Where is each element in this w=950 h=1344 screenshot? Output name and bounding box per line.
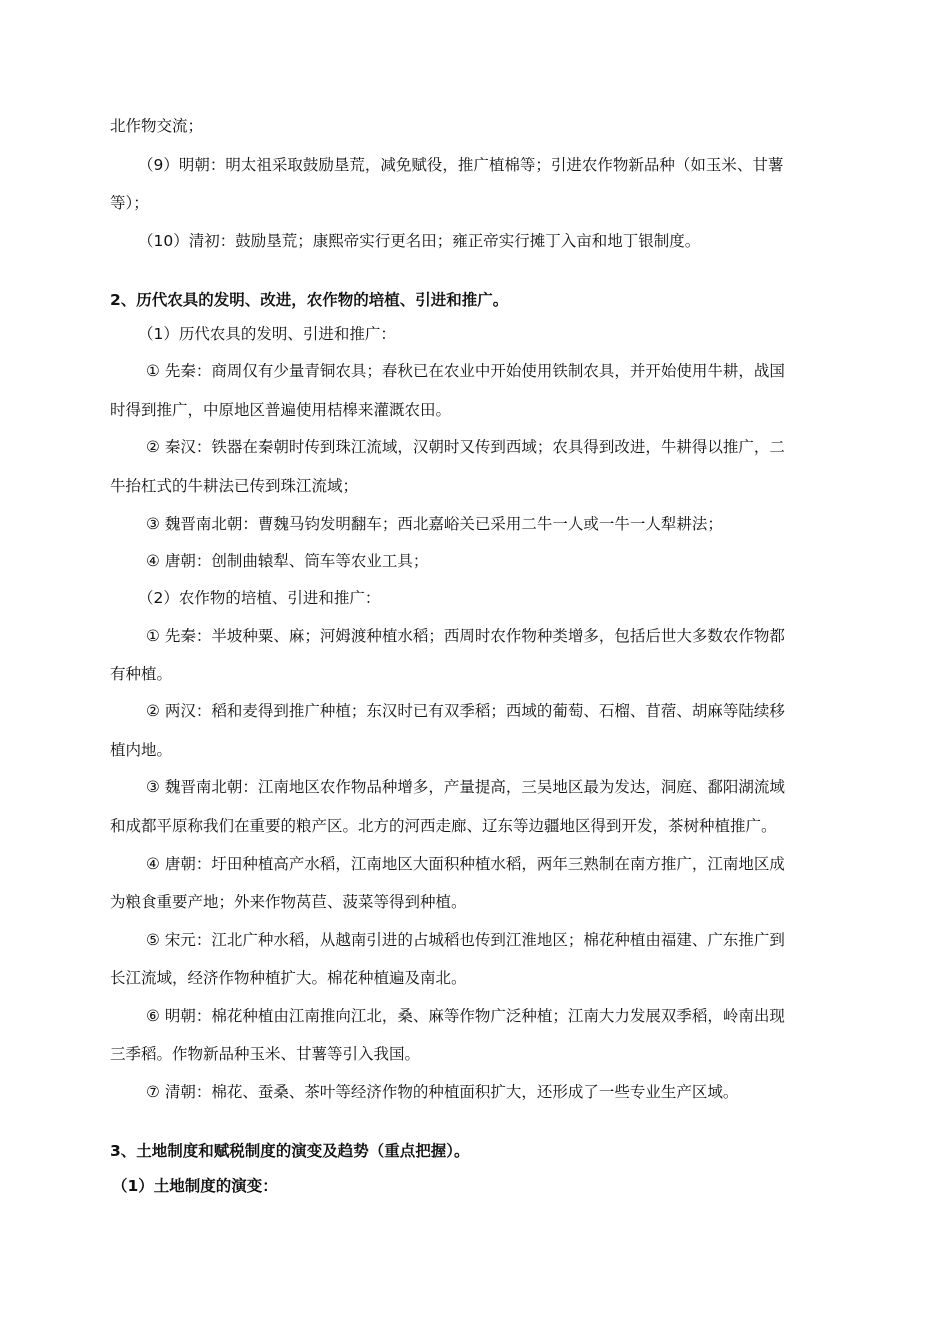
subsection-heading: （1）历代农具的发明、引进和推广： (138, 325, 396, 343)
text-line: ⑥ 明朝：棉花种植由江南推向江北，桑、麻等作物广泛种植；江南大力发展双季稻，岭南出现 (146, 1007, 785, 1025)
text-line: ④ 唐朝：创制曲辕犁、筒车等农业工具； (146, 552, 429, 570)
text-line: 北作物交流； (110, 117, 204, 135)
text-line: ④ 唐朝：圩田种植高产水稻，江南地区大面积种植水稻，两年三熟制在南方推广，江南地区成 (146, 855, 785, 873)
text-line: 三季稻。作物新品种玉米、甘薯等引入我国。 (110, 1045, 421, 1063)
section-heading: 2、历代农具的发明、改进，农作物的培植、引进和推广。 (110, 291, 509, 309)
text-line: ① 先秦：半坡种粟、麻；河姆渡种植水稻；西周时农作物种类增多，包括后世大多数农作物都 (146, 627, 785, 645)
text-line: ② 秦汉：铁器在秦朝时传到珠江流域，汉朝时又传到西域；农具得到改进，牛耕得以推广，二 (146, 438, 785, 456)
text-line: ① 先秦：商周仅有少量青铜农具；春秋已在农业中开始使用铁制农具，并开始使用牛耕，战国 (146, 362, 785, 380)
text-line: ③ 魏晋南北朝：江南地区农作物品种增多，产量提高，三吴地区最为发达，洞庭、鄱阳湖流域 (146, 778, 785, 796)
text-line: 有种植。 (110, 665, 173, 683)
section-heading: 3、土地制度和赋税制度的演变及趋势（重点把握）。 (110, 1142, 470, 1160)
text-line: ② 两汉：稻和麦得到推广种植；东汉时已有双季稻；西域的葡萄、石榴、苜蓿、胡麻等陆续移 (146, 702, 785, 720)
text-line: ③ 魏晋南北朝：曹魏马钧发明翻车；西北嘉峪关已采用二牛一人或一牛一人犁耕法； (146, 515, 723, 533)
text-line: 为粮食重要产地；外来作物莴苣、菠菜等得到种植。 (110, 893, 467, 911)
text-line: 牛抬杠式的牛耕法已传到珠江流域； (110, 477, 359, 495)
text-line: ⑦ 清朝：棉花、蚕桑、茶叶等经济作物的种植面积扩大，还形成了一些专业生产区域。 (146, 1083, 739, 1101)
text-line: 时得到推广，中原地区普遍使用桔槔来灌溉农田。 (110, 401, 452, 419)
text-line: （9）明朝：明太祖采取鼓励垦荒，减免赋役，推广植棉等；引进农作物新品种（如玉米、甘薯 (138, 156, 784, 174)
text-line: 等）； (110, 194, 149, 212)
text-line: 和成都平原称我们在重要的粮产区。北方的河西走廊、辽东等边疆地区得到开发，茶树种植推广。 (110, 817, 777, 835)
text-line: （10）清初：鼓励垦荒；康熙帝实行更名田；雍正帝实行摊丁入亩和地丁银制度。 (138, 232, 701, 250)
text-line: 长江流域，经济作物种植扩大。棉花种植遍及南北。 (110, 969, 467, 987)
text-line: 植内地。 (110, 741, 173, 759)
subsection-heading: （1）土地制度的演变： (112, 1177, 278, 1195)
text-line: ⑤ 宋元：江北广种水稻，从越南引进的占城稻也传到江淮地区；棉花种植由福建、广东推广到 (146, 931, 785, 949)
subsection-heading: （2）农作物的培植、引进和推广： (138, 589, 381, 607)
